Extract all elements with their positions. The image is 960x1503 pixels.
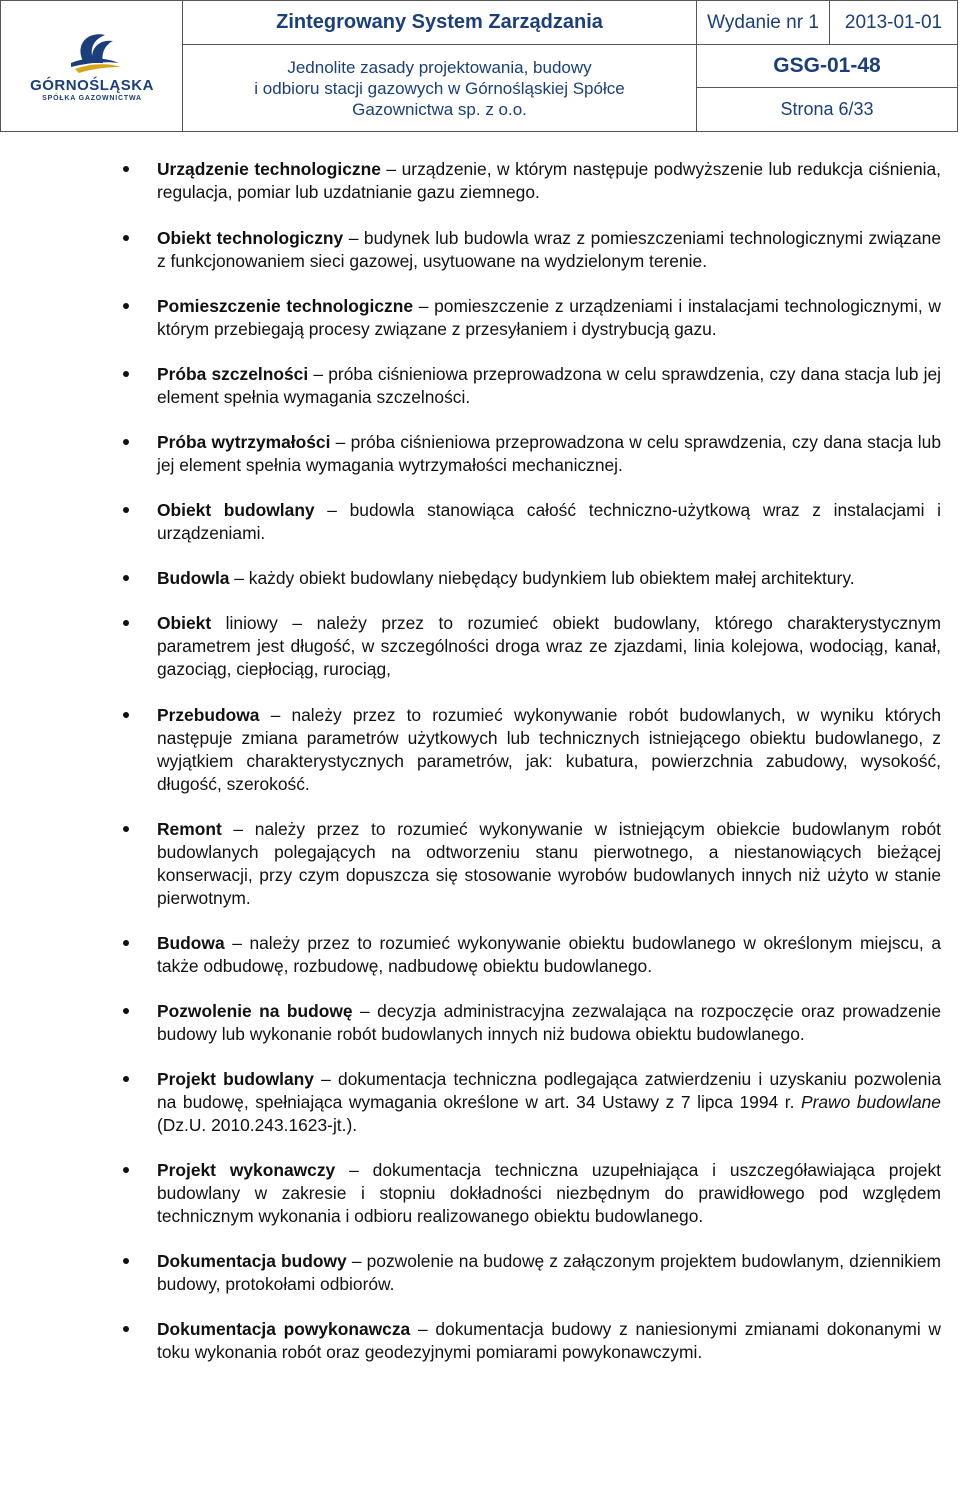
list-item	[157, 932, 941, 978]
definition-term: Obiekt technologiczny	[157, 228, 344, 248]
list-item	[157, 363, 941, 409]
definition-term: Urządzenie technologiczne	[157, 159, 381, 179]
definition-term: Projekt wykonawczy	[157, 1160, 336, 1180]
list-item	[157, 1068, 941, 1137]
logo-subtitle: SPÓŁKA GAZOWNICTWA	[42, 95, 142, 102]
definition-term: Obiekt budowlany	[157, 500, 315, 520]
page-number: Strona 6/33	[780, 99, 874, 119]
definition-text: – próba ciśnieniowa przeprowadzona w celu sprawdzenia, czy dana stacja lub jej element spełnia wymagania szczelności.	[157, 364, 941, 407]
list-item	[157, 567, 941, 590]
definition-term: Przebudowa	[157, 705, 260, 725]
definition-text: – urządzenie, w którym następuje podwyższenie lub redukcja ciśnienia, regulacja, pomiar lub uzdatnianie gazu ziemnego.	[157, 159, 941, 202]
list-item	[157, 818, 941, 910]
definition-text: – dokumentacja techniczna podlegająca zatwierdzeniu i uzyskaniu pozwolenia na budowę, spełniająca wymagania określone w art. 34 Ustawy z 7 lipca 1994 r.	[157, 1069, 942, 1112]
logo-name: GÓRNOŚLĄSKA	[30, 77, 154, 94]
definition-term: Pomieszczenie technologiczne	[157, 296, 414, 316]
list-item	[157, 612, 941, 681]
definitions-list	[0, 158, 960, 1364]
definition-term: Pozwolenie na budowę	[157, 1001, 353, 1021]
list-item	[157, 227, 941, 273]
definition-term: Budowa	[157, 933, 225, 953]
definition-text: – budowla stanowiąca całość techniczno-użytkową wraz z instalacjami i urządzeniami.	[157, 500, 941, 543]
edition-label: Wydanie nr 1	[697, 1, 830, 45]
definition-text: – dokumentacja budowy z naniesionymi zmianami dokonanymi w toku wykonania robót oraz geodezyjnymi pomiarami powykonawczymi.	[157, 1319, 941, 1362]
system-title: Zintegrowany System Zarządzania	[183, 1, 697, 45]
document-title-line: Jednolite zasady projektowania, budowy	[287, 57, 592, 77]
company-logo-icon	[1, 1, 183, 131]
list-item	[157, 1318, 941, 1364]
definition-text: liniowy – należy przez to rozumieć obiekt budowlany, którego charakterystycznym parametrem jest długość, w szczególności droga wraz ze zjazdami, linia kolejowa, wodociąg, kanał, gazociąg, ciepłociąg, rurociąg,	[157, 613, 941, 679]
list-item	[157, 431, 941, 477]
definition-text: – dokumentacja techniczna uzupełniająca i uszczegóławiająca projekt budowlany w zakresie i stopniu dokładności niezbędnym do prawidłowego pod względem technicznym wykonania i odbioru realizowanego obiektu budowlanego.	[157, 1160, 941, 1226]
definition-text: – należy przez to rozumieć wykonywanie robót budowlanych, w wyniku których następuje zmiana parametrów użytkowych lub technicznych istniejącego obiektu budowlanego, z wyjątkiem charakterystycznych parametrów, jak: kubatura, powierzchnia zabudowy, wysokość, długość, szerokość.	[157, 705, 941, 794]
list-item	[157, 158, 941, 204]
definition-italic: Prawo budowlane	[800, 1092, 941, 1112]
definition-text: – należy przez to rozumieć wykonywanie obiektu budowlanego w określonym miejscu, a także odbudowę, rozbudowę, nadbudowę obiektu budowlanego.	[157, 933, 941, 976]
definition-text: – decyzja administracyjna zezwalająca na rozpoczęcie oraz prowadzenie budowy lub wykonanie robót budowlanych innych niż budowa obiektu budowlanego.	[157, 1001, 941, 1044]
list-item	[157, 499, 941, 545]
logo-cell	[1, 1, 183, 131]
definition-text: – należy przez to rozumieć wykonywanie w istniejącym obiekcie budowlanym robót budowlanych polegających na odtworzeniu stanu pierwotnego, a niestanowiących bieżącej konserwacji, przy czym dopuszcza się stosowanie wyrobów budowlanych innych niż użyto w stanie pierwotnym.	[157, 819, 941, 908]
document-header	[0, 0, 958, 132]
document-code: GSG-01-48	[697, 45, 957, 88]
definition-term: Dokumentacja budowy	[157, 1251, 347, 1271]
list-item	[157, 295, 941, 341]
definition-text: – próba ciśnieniowa przeprowadzona w celu sprawdzenia, czy dana stacja lub jej element spełnia wymagania wytrzymałości mechanicznej.	[157, 432, 941, 475]
list-item	[157, 1000, 941, 1046]
definition-term: Obiekt	[157, 613, 212, 633]
definition-term: Projekt budowlany	[157, 1069, 314, 1089]
definition-text: – pomieszczenie z urządzeniami i instalacjami technologicznymi, w którym przebiegają procesy związane z przesyłaniem i dystrybucją gazu.	[157, 296, 941, 339]
definition-term: Budowla	[157, 568, 230, 588]
document-title	[183, 45, 697, 131]
list-item	[157, 1159, 941, 1228]
definition-text: – pozwolenie na budowę z załączonym projektem budowlanym, dziennikiem budowy, protokołami odbiorów.	[157, 1251, 941, 1294]
document-title-line: i odbioru stacji gazowych w Górnośląskiej Spółce	[254, 78, 625, 98]
definition-term: Próba szczelności	[157, 364, 309, 384]
definition-term: Remont	[157, 819, 222, 839]
definition-term: Dokumentacja powykonawcza	[157, 1319, 411, 1339]
definition-text: – budynek lub budowla wraz z pomieszczeniami technologicznymi związane z funkcjonowaniem sieci gazowej, usytuowane na wydzielonym terenie.	[157, 228, 941, 271]
definition-tail: (Dz.U. 2010.243.1623-jt.).	[157, 1115, 358, 1135]
document-title-line: Gazownictwa sp. z o.o.	[352, 99, 527, 119]
definition-text: – każdy obiekt budowlany niebędący budynkiem lub obiektem małej architektury.	[229, 568, 855, 588]
definition-term: Próba wytrzymałości	[157, 432, 331, 452]
edition-date: 2013-01-01	[830, 1, 957, 45]
list-item	[157, 1250, 941, 1296]
list-item	[157, 704, 941, 796]
